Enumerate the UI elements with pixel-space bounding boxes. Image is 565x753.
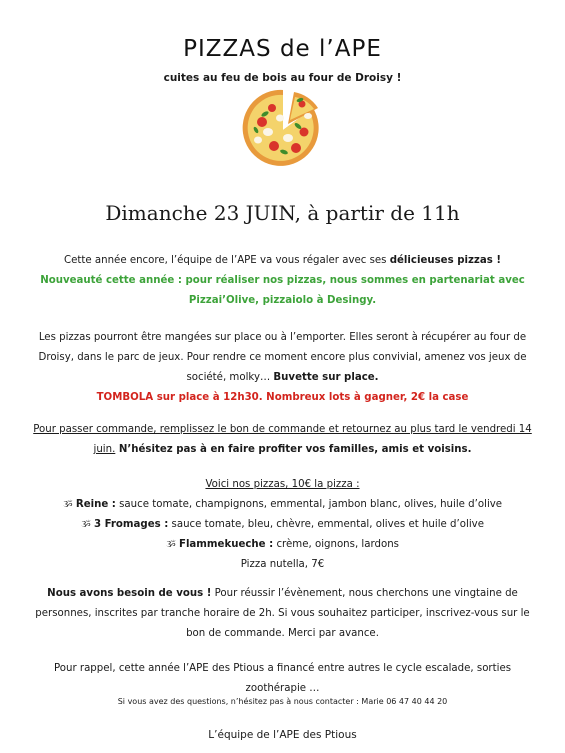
novelty-line-2: Pizzai’Olive, pizzaiolo à Desingy. (188, 295, 377, 306)
menu-item-reine (0, 495, 565, 515)
intro-text: Cette année encore, l’équipe de l’APE va vous régaler avec ses (64, 255, 390, 266)
menu-block (0, 475, 565, 575)
info-line-2: Droisy, dans le parc de jeux. Pour rendre ce moment encore plus convivial, amenez vos jeux de (38, 352, 527, 363)
reminder-line-1: Pour rappel, cette année l’APE des Ptious a financé entre autres le cycle escalade, sorties (53, 663, 512, 674)
menu-item-3-fromages (0, 515, 565, 535)
intro-line (0, 251, 565, 271)
menu-item-nutella: Pizza nutella, 7€ (240, 559, 325, 570)
info-line-3 (0, 368, 565, 388)
menu-item-name: Flammekueche : (178, 539, 274, 550)
menu-item-desc: sauce tomate, bleu, chèvre, emmental, olives et huile d’olive (168, 519, 484, 530)
order-block (0, 420, 565, 460)
pizza-slice-icon (238, 88, 328, 168)
help-bold: Nous avons besoin de vous ! (47, 588, 212, 599)
signature: L’équipe de l’APE des Ptious (208, 729, 357, 741)
info-line-1: Les pizzas pourront être mangées sur place ou à l’emporter. Elles seront à récupérer au four de (38, 332, 527, 343)
tombola-line: TOMBOLA sur place à 12h30. Nombreux lots à gagner, 2€ la case (96, 392, 469, 403)
help-line-2: personnes, inscrites par tranche horaire de 2h. Si vous souhaitez participer, inscrivez-vous sur le (35, 608, 530, 619)
bullet-icon: ૐ (81, 520, 91, 530)
event-date: Dimanche 23 JUIN, à partir de 11h (105, 201, 460, 225)
novelty-line-1: Nouveauté cette année : pour réaliser nos pizzas, nous sommes en partenariat avec (40, 275, 525, 286)
reminder-block (0, 659, 565, 699)
menu-item-desc: sauce tomate, champignons, emmental, jambon blanc, olives, huile d’olive (115, 499, 503, 510)
order-line-1: Pour passer commande, remplissez le bon de commande et retournez au plus tard le vendredi 14 (33, 424, 532, 435)
order-line-2 (0, 440, 565, 460)
menu-item-name: Reine : (75, 499, 116, 510)
flyer-subtitle: cuites au feu de bois au four de Droisy ! (163, 72, 402, 84)
help-block (0, 584, 565, 644)
order-share-text: N’hésitez pas à en faire profiter vos familles, amis et voisins. (115, 444, 472, 455)
buvette-text: Buvette sur place. (273, 372, 379, 383)
bullet-icon: ૐ (166, 540, 176, 550)
info-block (0, 328, 565, 408)
menu-item-name: 3 Fromages : (93, 519, 169, 530)
help-line-3: bon de commande. Merci par avance. (186, 628, 379, 639)
menu-item-flammekueche (0, 535, 565, 555)
intro-block (0, 251, 565, 311)
reminder-line-2: zoothérapie … (245, 683, 320, 694)
flyer-title: PIZZAS de l’APE (183, 36, 382, 62)
order-deadline: juin. (93, 444, 116, 455)
menu-heading: Voici nos pizzas, 10€ la pizza : (205, 479, 360, 490)
contact-line: Si vous avez des questions, n’hésitez pas à nous contacter : Marie 06 47 40 44 20 (117, 697, 448, 706)
menu-item-desc: crème, oignons, lardons (273, 539, 399, 550)
help-line-1 (0, 584, 565, 604)
help-text: Pour réussir l’évènement, nous cherchons une vingtaine de (211, 588, 518, 599)
info-line-3-text: société, molky… (186, 372, 274, 383)
intro-bold: délicieuses pizzas ! (389, 255, 501, 266)
bullet-icon: ૐ (62, 500, 73, 510)
